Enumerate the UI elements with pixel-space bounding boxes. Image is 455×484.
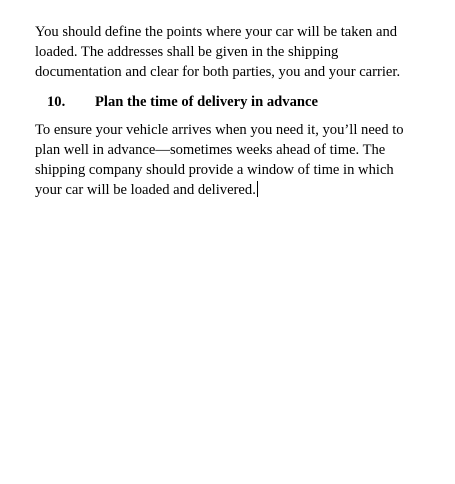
text-line-content: your car will be loaded and delivered. <box>35 182 256 198</box>
text-line: To ensure your vehicle arrives when you need it, you’ll need to <box>35 122 404 138</box>
text-line: plan well in advance—sometimes weeks ahead of time. The <box>35 142 386 158</box>
text-line: You should define the points where your car will be taken and <box>35 24 398 40</box>
paragraph-delivery-time[interactable] <box>35 120 425 200</box>
heading-number: 10. <box>47 94 66 110</box>
text-line: documentation and clear for both parties, you and your carrier. <box>35 64 401 80</box>
text-line: loaded. The addresses shall be given in the shipping <box>35 44 339 60</box>
text-cursor <box>257 181 258 197</box>
heading-title: Plan the time of delivery in advance <box>95 94 318 110</box>
paragraph-pickup-points[interactable] <box>35 22 425 82</box>
text-line-last <box>35 180 425 200</box>
section-heading <box>47 92 318 112</box>
text-line: shipping company should provide a window of time in which <box>35 162 394 178</box>
